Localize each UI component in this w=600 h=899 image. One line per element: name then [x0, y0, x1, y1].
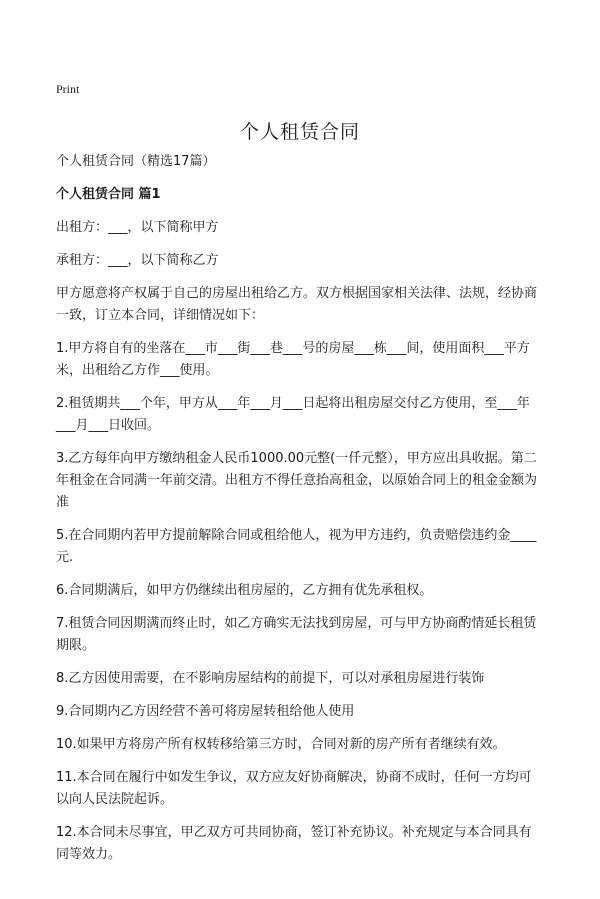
- lessee-line: 承租方：___，以下简称乙方: [56, 253, 219, 268]
- lessor-line: 出租方：___，以下简称甲方: [56, 220, 219, 235]
- document-title: 个人租赁合同: [239, 121, 360, 143]
- clause-1: 1.甲方将自有的坐落在___市___街___巷___号的房屋___栋___间，使用面积___平方米，出租给乙方作___使用。: [56, 341, 530, 378]
- intro-paragraph: 甲方愿意将产权属于自己的房屋出租给乙方。双方根据国家相关法律、法规，经协商一致，订立本合同，详细情况如下：: [56, 286, 538, 323]
- clause-12: 12.本合同未尽事宜，甲乙双方可共同协商，签订补充协议。补充规定与本合同具有同等效力。: [56, 825, 532, 862]
- clause-9: 9.合同期内乙方因经营不善可将房屋转租给他人使用: [56, 704, 355, 719]
- clause-11: 11.本合同在履行中如发生争议，双方应友好协商解决，协商不成时，任何一方均可以向人民法院起诉。: [56, 770, 532, 807]
- clause-6: 6.合同期满后，如甲方仍继续出租房屋的，乙方拥有优先承租权。: [56, 583, 433, 598]
- section-heading: 个人租赁合同 篇1: [56, 187, 161, 202]
- clause-8: 8.乙方因使用需要，在不影响房屋结构的前提下，可以对承租房屋进行装饰: [56, 671, 485, 686]
- print-label: Print: [56, 82, 80, 96]
- clause-5: 5.在合同期内若甲方提前解除合同或租给他人，视为甲方违约，负责赔偿违约金____元.: [56, 528, 537, 565]
- clause-7: 7.租赁合同因期满而终止时，如乙方确实无法找到房屋，可与甲方协商酌情延长租赁期限。: [56, 616, 537, 653]
- document-subtitle: 个人租赁合同（精选17篇）: [56, 154, 216, 169]
- document-body: [56, 151, 544, 877]
- clause-2: 2.租赁期共___个年，甲方从___年___月___日起将出租房屋交付乙方使用，至___年___月___日收回。: [56, 396, 530, 433]
- clause-10: 10.如果甲方将房产所有权转移给第三方时，合同对新的房产所有者继续有效。: [56, 737, 506, 752]
- clause-3: 3.乙方每年向甲方缴纳租金人民币1000.00元整(一仟元整），甲方应出具收据。第二年租金在合同满一年前交清。出租方不得任意抬高租金，以原始合同上的租金金额为准: [56, 451, 538, 510]
